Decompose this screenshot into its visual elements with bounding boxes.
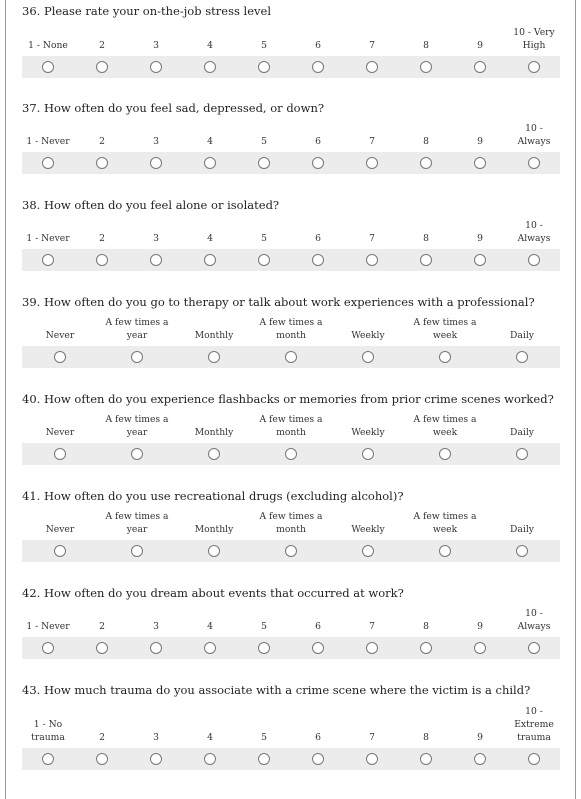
page-border-right — [575, 0, 576, 799]
option-label — [423, 232, 429, 245]
option-label-line: 4 — [207, 233, 213, 244]
radio-button[interactable] — [96, 157, 108, 169]
radio-button[interactable] — [528, 753, 540, 765]
radio-button[interactable] — [439, 545, 451, 557]
option-label-line: A few times a — [105, 511, 169, 522]
radio-button[interactable] — [96, 254, 108, 266]
question-number: 42. — [22, 586, 41, 600]
option-label-line: 1 - No — [33, 719, 63, 730]
option-label-line: Weekly — [351, 427, 385, 438]
question-title — [22, 101, 324, 115]
radio-button[interactable] — [362, 545, 374, 557]
radio-button[interactable] — [420, 157, 432, 169]
question-title — [22, 4, 271, 18]
question-title — [22, 489, 404, 503]
radio-button[interactable] — [420, 753, 432, 765]
option-label-line: 4 — [207, 621, 213, 632]
option-label-line: Daily — [510, 524, 534, 535]
question-number: 36. — [22, 4, 41, 18]
radio-button[interactable] — [312, 157, 324, 169]
option-label-line: 10 - — [525, 706, 543, 717]
radio-button[interactable] — [285, 351, 297, 363]
radio-button[interactable] — [366, 61, 378, 73]
option-label — [153, 620, 159, 633]
option-label — [514, 705, 554, 744]
option-label — [413, 316, 476, 342]
option-label-line: 9 — [477, 621, 483, 632]
option-label-line: 1 - Never — [26, 136, 70, 147]
option-label-line: 5 — [261, 233, 267, 244]
question-title — [22, 295, 535, 309]
question-text: How often do you dream about events that occurred at work? — [43, 586, 404, 600]
question-text: How often do you experience flashbacks or memories from prior crime scenes worked? — [43, 392, 554, 406]
option-label-line: Never — [45, 524, 75, 535]
option-label — [261, 731, 267, 744]
radio-button[interactable] — [366, 753, 378, 765]
question-number: 40. — [22, 392, 41, 406]
option-label — [477, 232, 483, 245]
option-label-line: High — [522, 40, 546, 51]
option-label — [259, 413, 322, 439]
option-label-line: A few times a — [259, 414, 323, 425]
option-label-line: 10 - — [525, 220, 543, 231]
radio-button[interactable] — [131, 545, 143, 557]
radio-button[interactable] — [516, 545, 528, 557]
option-label-line: 7 — [369, 621, 375, 632]
option-label-line: 9 — [477, 732, 483, 743]
question-number: 38. — [22, 198, 41, 212]
radio-button[interactable] — [366, 642, 378, 654]
option-label-line: Always — [517, 136, 551, 147]
radio-button[interactable] — [528, 254, 540, 266]
option-label — [99, 232, 105, 245]
option-label-line: 4 — [207, 732, 213, 743]
option-label-line: A few times a — [259, 317, 323, 328]
radio-button[interactable] — [362, 448, 374, 460]
radio-button[interactable] — [42, 61, 54, 73]
radio-button[interactable] — [285, 448, 297, 460]
option-label-line: 8 — [423, 732, 429, 743]
radio-button[interactable] — [528, 642, 540, 654]
radio-button[interactable] — [204, 254, 216, 266]
option-label-line: 7 — [369, 732, 375, 743]
radio-button[interactable] — [366, 157, 378, 169]
radio-button[interactable] — [204, 753, 216, 765]
option-label-line: 8 — [423, 233, 429, 244]
radio-button[interactable] — [474, 642, 486, 654]
option-label — [510, 426, 534, 439]
option-label — [153, 135, 159, 148]
option-label — [105, 413, 168, 439]
option-label-line: 3 — [153, 40, 159, 51]
option-label — [105, 510, 168, 536]
radio-button[interactable] — [439, 351, 451, 363]
radio-button[interactable] — [420, 61, 432, 73]
question-number: 43. — [22, 683, 41, 697]
answer-row — [22, 56, 560, 78]
radio-button[interactable] — [42, 753, 54, 765]
option-label-line: 2 — [99, 136, 105, 147]
option-label — [413, 510, 476, 536]
radio-button[interactable] — [516, 351, 528, 363]
option-label — [315, 620, 321, 633]
option-label-line: Always — [517, 233, 551, 244]
question-text: How often do you feel alone or isolated? — [43, 198, 280, 212]
option-label-line: month — [276, 524, 306, 535]
option-label — [28, 39, 68, 52]
radio-button[interactable] — [362, 351, 374, 363]
option-label-line: 9 — [477, 40, 483, 51]
option-label-line: 4 — [207, 136, 213, 147]
option-label — [369, 731, 375, 744]
radio-button[interactable] — [150, 642, 162, 654]
option-label — [46, 426, 75, 439]
option-label — [259, 510, 322, 536]
radio-button[interactable] — [312, 642, 324, 654]
page-border-left — [5, 0, 6, 799]
option-label-line: A few times a — [413, 317, 477, 328]
radio-button[interactable] — [528, 61, 540, 73]
option-label-line: 2 — [99, 40, 105, 51]
radio-button[interactable] — [208, 351, 220, 363]
option-label-line: 2 — [99, 233, 105, 244]
radio-button[interactable] — [150, 753, 162, 765]
radio-button[interactable] — [42, 642, 54, 654]
radio-button[interactable] — [258, 753, 270, 765]
option-label-line: 6 — [315, 136, 321, 147]
question-text: How often do you go to therapy or talk about work experiences with a professional? — [43, 295, 535, 309]
option-label-line: 2 — [99, 732, 105, 743]
question-number: 37. — [22, 101, 41, 115]
radio-button[interactable] — [420, 642, 432, 654]
option-label — [518, 607, 551, 633]
option-label — [369, 135, 375, 148]
radio-button[interactable] — [474, 254, 486, 266]
option-label — [153, 731, 159, 744]
option-label — [315, 232, 321, 245]
option-label-line: A few times a — [413, 414, 477, 425]
radio-button[interactable] — [204, 642, 216, 654]
radio-button[interactable] — [258, 61, 270, 73]
option-label-line: Daily — [510, 427, 534, 438]
option-label — [351, 523, 384, 536]
question-number: 41. — [22, 489, 41, 503]
option-label — [423, 135, 429, 148]
option-label — [369, 620, 375, 633]
option-label-line: week — [432, 524, 458, 535]
option-label — [510, 329, 534, 342]
option-label — [207, 232, 213, 245]
option-label — [351, 426, 384, 439]
option-label-line: 6 — [315, 621, 321, 632]
option-label — [46, 523, 75, 536]
radio-button[interactable] — [150, 157, 162, 169]
question-text: How often do you feel sad, depressed, or down? — [43, 101, 325, 115]
option-label — [105, 316, 168, 342]
radio-button[interactable] — [312, 753, 324, 765]
radio-button[interactable] — [42, 157, 54, 169]
radio-button[interactable] — [528, 157, 540, 169]
option-label — [413, 413, 476, 439]
option-label — [259, 316, 322, 342]
option-label — [315, 135, 321, 148]
option-label-line: 6 — [315, 732, 321, 743]
option-label — [315, 731, 321, 744]
option-label-line: 10 - — [525, 123, 543, 134]
option-label — [423, 39, 429, 52]
radio-button[interactable] — [285, 545, 297, 557]
option-label — [423, 731, 429, 744]
option-label — [351, 329, 384, 342]
option-label — [477, 39, 483, 52]
radio-button[interactable] — [474, 753, 486, 765]
option-label-line: 3 — [153, 233, 159, 244]
question-number: 39. — [22, 295, 41, 309]
radio-button[interactable] — [131, 351, 143, 363]
option-label-line: 3 — [153, 136, 159, 147]
option-label-line: Daily — [510, 330, 534, 341]
option-label — [261, 39, 267, 52]
option-label — [207, 135, 213, 148]
option-label-line: 6 — [315, 40, 321, 51]
option-label — [369, 39, 375, 52]
question-title — [22, 683, 530, 697]
option-label — [46, 329, 75, 342]
answer-row — [22, 152, 560, 174]
answer-row — [22, 249, 560, 271]
radio-button[interactable] — [439, 448, 451, 460]
option-label — [207, 620, 213, 633]
radio-button[interactable] — [42, 254, 54, 266]
option-label-line: 3 — [153, 732, 159, 743]
radio-button[interactable] — [54, 351, 66, 363]
option-label-line: 7 — [369, 136, 375, 147]
option-label-line: month — [276, 427, 306, 438]
option-label — [31, 718, 65, 744]
option-label-line: A few times a — [259, 511, 323, 522]
question-text: How much trauma do you associate with a crime scene where the victim is a child? — [43, 683, 531, 697]
radio-button[interactable] — [312, 61, 324, 73]
option-label — [261, 135, 267, 148]
option-label — [207, 39, 213, 52]
radio-button[interactable] — [208, 448, 220, 460]
option-label — [423, 620, 429, 633]
option-label-line: year — [126, 330, 148, 341]
option-label-line: Monthly — [194, 427, 234, 438]
option-label-line: 9 — [477, 136, 483, 147]
radio-button[interactable] — [204, 157, 216, 169]
option-label-line: 1 - None — [28, 40, 68, 51]
radio-button[interactable] — [150, 254, 162, 266]
radio-button[interactable] — [516, 448, 528, 460]
option-label-line: 3 — [153, 621, 159, 632]
option-label — [153, 232, 159, 245]
option-label-line: A few times a — [105, 414, 169, 425]
radio-button[interactable] — [131, 448, 143, 460]
radio-button[interactable] — [96, 642, 108, 654]
radio-button[interactable] — [208, 545, 220, 557]
answer-row — [22, 540, 560, 562]
radio-button[interactable] — [96, 753, 108, 765]
option-label — [518, 219, 551, 245]
option-label — [477, 731, 483, 744]
question-text: How often do you use recreational drugs (excluding alcohol)? — [43, 489, 404, 503]
radio-button[interactable] — [474, 61, 486, 73]
option-label-line: 1 - Never — [26, 621, 70, 632]
answer-row — [22, 443, 560, 465]
option-label-line: 5 — [261, 732, 267, 743]
option-label-line: 4 — [207, 40, 213, 51]
option-label-line: 5 — [261, 40, 267, 51]
radio-button[interactable] — [204, 61, 216, 73]
option-label-line: Always — [517, 621, 551, 632]
radio-button[interactable] — [150, 61, 162, 73]
option-label-line: year — [126, 427, 148, 438]
option-label — [261, 232, 267, 245]
option-label-line: 8 — [423, 40, 429, 51]
option-label-line: 7 — [369, 40, 375, 51]
option-label-line: 10 - Very — [513, 27, 555, 38]
question-text: Please rate your on-the-job stress level — [43, 4, 271, 18]
option-label-line: 8 — [423, 136, 429, 147]
answer-row — [22, 748, 560, 770]
option-label-line: 7 — [369, 233, 375, 244]
option-label — [99, 39, 105, 52]
option-label-line: trauma — [517, 732, 551, 743]
radio-button[interactable] — [312, 254, 324, 266]
option-label-line: 10 - — [525, 608, 543, 619]
option-label-line: 8 — [423, 621, 429, 632]
option-label-line: Weekly — [351, 524, 385, 535]
radio-button[interactable] — [474, 157, 486, 169]
radio-button[interactable] — [420, 254, 432, 266]
option-label-line: trauma — [31, 732, 65, 743]
option-label-line: week — [432, 330, 458, 341]
option-label-line: Extreme — [514, 719, 554, 730]
radio-button[interactable] — [258, 157, 270, 169]
option-label — [99, 620, 105, 633]
option-label-line: Monthly — [194, 524, 234, 535]
radio-button[interactable] — [258, 254, 270, 266]
option-label — [195, 426, 234, 439]
option-label — [26, 232, 69, 245]
answer-row — [22, 637, 560, 659]
option-label-line: 5 — [261, 136, 267, 147]
question-title — [22, 392, 554, 406]
option-label-line: month — [276, 330, 306, 341]
option-label — [26, 135, 69, 148]
option-label-line: A few times a — [105, 317, 169, 328]
option-label — [518, 122, 551, 148]
option-label-line: 5 — [261, 621, 267, 632]
option-label — [26, 620, 69, 633]
option-label — [477, 620, 483, 633]
option-label — [369, 232, 375, 245]
option-label-line: 9 — [477, 233, 483, 244]
question-title — [22, 586, 404, 600]
question-title — [22, 198, 279, 212]
radio-button[interactable] — [96, 61, 108, 73]
option-label-line: 1 - Never — [26, 233, 70, 244]
option-label — [315, 39, 321, 52]
option-label — [99, 135, 105, 148]
option-label-line: 2 — [99, 621, 105, 632]
option-label-line: year — [126, 524, 148, 535]
option-label-line: Weekly — [351, 330, 385, 341]
option-label — [513, 26, 554, 52]
option-label — [510, 523, 534, 536]
option-label — [195, 329, 234, 342]
option-label-line: Never — [45, 427, 75, 438]
answer-row — [22, 346, 560, 368]
option-label — [99, 731, 105, 744]
option-label-line: A few times a — [413, 511, 477, 522]
radio-button[interactable] — [54, 545, 66, 557]
option-label — [195, 523, 234, 536]
option-label — [477, 135, 483, 148]
option-label-line: week — [432, 427, 458, 438]
option-label-line: Monthly — [194, 330, 234, 341]
option-label — [261, 620, 267, 633]
radio-button[interactable] — [258, 642, 270, 654]
radio-button[interactable] — [54, 448, 66, 460]
option-label-line: Never — [45, 330, 75, 341]
option-label — [207, 731, 213, 744]
option-label — [153, 39, 159, 52]
radio-button[interactable] — [366, 254, 378, 266]
option-label-line: 6 — [315, 233, 321, 244]
